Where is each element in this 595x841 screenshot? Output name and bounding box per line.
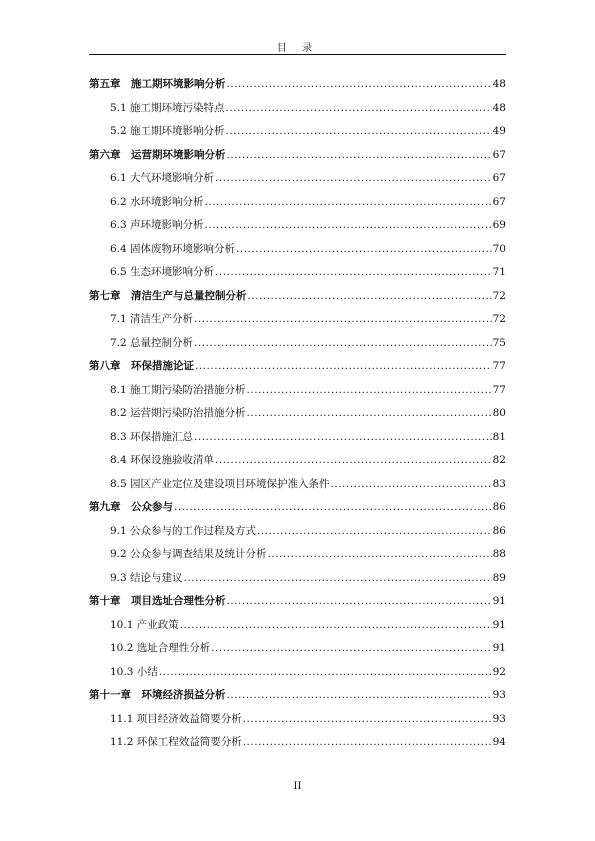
toc-chapter-entry[interactable]	[89, 77, 506, 91]
toc-entry-page-number: 91	[492, 642, 506, 654]
toc-dot-leader	[227, 77, 492, 91]
toc-dot-leader	[205, 218, 492, 232]
toc-dot-leader	[159, 665, 492, 679]
toc-section-entry[interactable]	[110, 195, 506, 209]
toc-entry-page-number: 93	[492, 712, 506, 725]
toc-chapter-entry[interactable]	[89, 289, 506, 303]
toc-dot-leader	[226, 101, 492, 115]
toc-dot-leader	[215, 171, 492, 185]
toc-entry-page-number: 83	[492, 477, 506, 490]
toc-entry-label: 第十一章 环境经济损益分析	[89, 689, 226, 701]
toc-entry-page-number: 82	[492, 454, 506, 466]
toc-dot-leader	[195, 359, 492, 373]
toc-section-entry[interactable]	[110, 453, 506, 467]
toc-entry-page-number: 93	[492, 689, 506, 701]
toc-entry-label: 5.1 施工期环境污染特点	[110, 101, 225, 114]
toc-chapter-entry[interactable]	[89, 148, 506, 162]
toc-section-entry[interactable]	[110, 477, 506, 491]
toc-entry-page-number: 94	[492, 736, 506, 748]
toc-section-entry[interactable]	[110, 618, 506, 632]
toc-chapter-entry[interactable]	[89, 500, 506, 514]
toc-dot-leader	[194, 336, 492, 350]
toc-entry-label: 9.1 公众参与的工作过程及方式	[110, 524, 257, 537]
toc-entry-label: 9.3 结论与建议	[110, 571, 183, 584]
toc-entry-page-number: 86	[492, 524, 506, 537]
toc-entry-label: 6.3 声环境影响分析	[110, 219, 204, 231]
toc-entry-page-number: 81	[492, 430, 506, 443]
toc-section-entry[interactable]	[110, 524, 506, 538]
toc-section-entry[interactable]	[110, 430, 506, 444]
toc-entry-page-number: 49	[492, 125, 506, 137]
toc-dot-leader	[184, 571, 492, 585]
toc-entry-page-number: 67	[492, 148, 506, 161]
toc-dot-leader	[174, 500, 492, 514]
toc-dot-leader	[243, 712, 492, 726]
toc-section-entry[interactable]	[110, 383, 506, 397]
toc-entry-page-number: 48	[492, 101, 506, 114]
toc-dot-leader	[268, 547, 492, 561]
toc-entry-label: 6.5 生态环境影响分析	[110, 266, 215, 278]
toc-dot-leader	[227, 594, 492, 608]
toc-dot-leader	[247, 406, 492, 420]
toc-entry-label: 第五章 施工期环境影响分析	[89, 78, 226, 90]
toc-dot-leader	[243, 735, 492, 749]
toc-entry-label: 10.3 小结	[110, 665, 158, 678]
toc-entry-label: 8.3 环保措施汇总	[110, 430, 194, 443]
toc-section-entry[interactable]	[110, 571, 506, 585]
toc-entry-label: 6.4 固体废物环境影响分析	[110, 242, 236, 255]
toc-entry-page-number: 80	[492, 407, 506, 419]
toc-entry-label: 第七章 清洁生产与总量控制分析	[89, 289, 247, 302]
toc-entry-label: 11.1 项目经济效益简要分析	[110, 712, 242, 725]
toc-section-entry[interactable]	[110, 124, 506, 138]
toc-section-entry[interactable]	[110, 336, 506, 350]
toc-entry-page-number: 67	[492, 195, 506, 208]
toc-dot-leader	[215, 265, 492, 279]
toc-entry-label: 6.1 大气环境影响分析	[110, 172, 215, 184]
toc-entry-label: 6.2 水环境影响分析	[110, 195, 204, 208]
toc-entry-label: 8.4 环保设施验收清单	[110, 454, 215, 466]
toc-entry-page-number: 72	[492, 313, 506, 325]
toc-section-entry[interactable]	[110, 712, 506, 726]
toc-entry-label: 8.5 园区产业定位及建设项目环境保护准入条件	[110, 477, 330, 490]
toc-entry-label: 第十章 项目选址合理性分析	[89, 595, 226, 607]
toc-entry-page-number: 88	[492, 548, 506, 560]
toc-section-entry[interactable]	[110, 312, 506, 326]
toc-section-entry[interactable]	[110, 735, 506, 749]
footer-page-number: II	[293, 781, 302, 792]
toc-entry-label: 第九章 公众参与	[89, 501, 173, 513]
toc-entry-label: 9.2 公众参与调查结果及统计分析	[110, 548, 267, 560]
toc-dot-leader	[194, 430, 492, 444]
toc-entry-page-number: 89	[492, 571, 506, 584]
toc-entry-label: 10.2 选址合理性分析	[110, 642, 211, 654]
toc-entry-label: 7.1 清洁生产分析	[110, 313, 194, 325]
toc-dot-leader	[205, 195, 492, 209]
toc-section-entry[interactable]	[110, 641, 506, 655]
toc-entry-label: 10.1 产业政策	[110, 618, 179, 631]
toc-entry-label: 8.1 施工期污染防治措施分析	[110, 383, 246, 396]
toc-section-entry[interactable]	[110, 265, 506, 279]
toc-dot-leader	[331, 477, 492, 491]
toc-dot-leader	[226, 124, 492, 138]
toc-entry-label: 8.2 运营期污染防治措施分析	[110, 407, 246, 419]
toc-dot-leader	[194, 312, 492, 326]
toc-entry-label: 5.2 施工期环境影响分析	[110, 125, 225, 137]
toc-entry-page-number: 77	[492, 360, 506, 372]
toc-entry-page-number: 86	[492, 501, 506, 513]
toc-dot-leader	[211, 641, 491, 655]
toc-entry-page-number: 77	[492, 383, 506, 396]
page-header-title: 目 录	[276, 43, 319, 54]
toc-entry-label: 11.2 环保工程效益简要分析	[110, 736, 242, 748]
toc-entry-page-number: 69	[492, 219, 506, 231]
toc-dot-leader	[180, 618, 492, 632]
toc-dot-leader	[227, 688, 492, 702]
toc-entry-page-number: 92	[492, 665, 506, 678]
toc-entry-page-number: 91	[492, 595, 506, 607]
toc-chapter-entry[interactable]	[89, 688, 506, 702]
toc-section-entry[interactable]	[110, 218, 506, 232]
toc-section-entry[interactable]	[110, 242, 506, 256]
toc-entry-page-number: 70	[492, 242, 506, 255]
toc-section-entry[interactable]	[110, 547, 506, 561]
toc-dot-leader	[236, 242, 492, 256]
toc-entry-page-number: 75	[492, 336, 506, 349]
toc-section-entry[interactable]	[110, 406, 506, 420]
toc-entry-label: 7.2 总量控制分析	[110, 336, 194, 349]
toc-dot-leader	[257, 524, 492, 538]
toc-entry-label: 第六章 运营期环境影响分析	[89, 148, 226, 161]
toc-entry-page-number: 48	[492, 78, 506, 90]
toc-section-entry[interactable]	[110, 101, 506, 115]
toc-section-entry[interactable]	[110, 171, 506, 185]
toc-entry-page-number: 71	[492, 266, 506, 278]
toc-dot-leader	[247, 383, 492, 397]
toc-entry-label: 第八章 环保措施论证	[89, 360, 194, 372]
toc-chapter-entry[interactable]	[89, 594, 506, 608]
toc-dot-leader	[227, 148, 492, 162]
toc-entry-page-number: 91	[492, 618, 506, 631]
toc-entry-page-number: 72	[492, 289, 506, 302]
toc-chapter-entry[interactable]	[89, 359, 506, 373]
header-divider	[89, 54, 506, 55]
toc-section-entry[interactable]	[110, 665, 506, 679]
toc-dot-leader	[248, 289, 492, 303]
toc-dot-leader	[215, 453, 492, 467]
toc-entry-page-number: 67	[492, 172, 506, 184]
